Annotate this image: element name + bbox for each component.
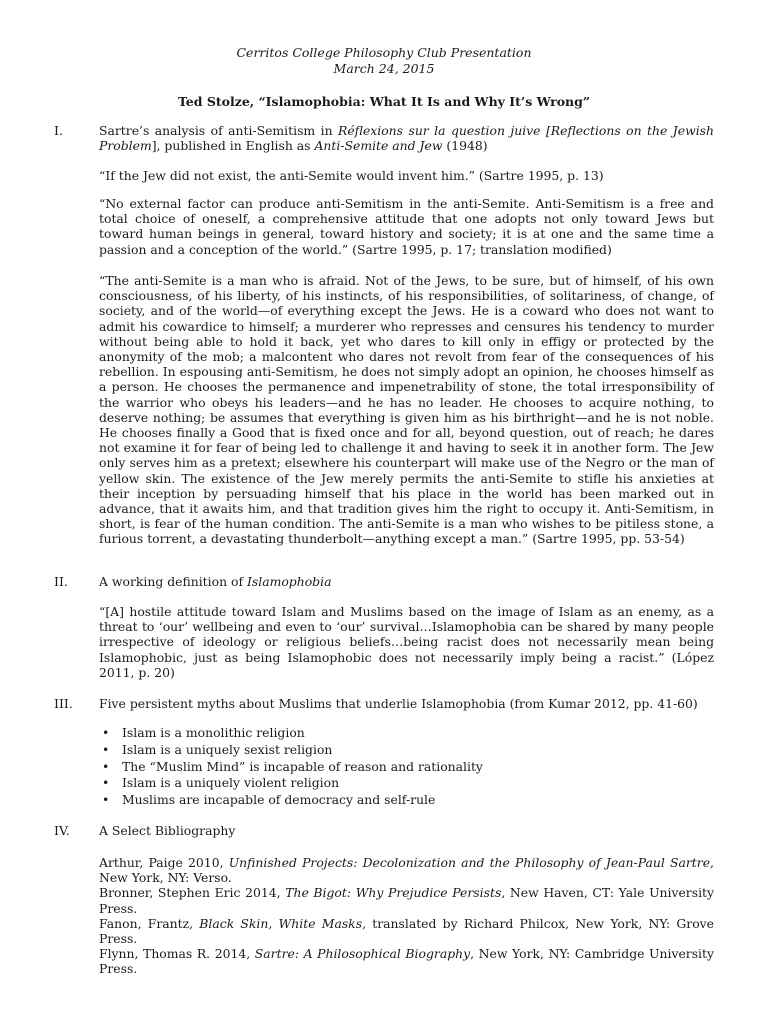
bibliography-entry [99,885,714,915]
list-item: • The “Muslim Mind” is incapable of reason and rationality [99,759,714,776]
entry-publisher: , New Haven, CT: Yale University Press. [99,885,715,916]
entry-publisher: , translated by Richard Philcox, New York, NY: Grove Press. [99,915,714,947]
section-2-heading-term: Islamophobia [246,574,332,589]
islamophobia-definition-quote: “[A] hostile attitude toward Islam and Muslims based on the image of Islam as an enemy, as a threat to ‘our’ wellbeing and even to ‘our’ survival…Islamophobia can be shared by many people irrespective of ideology or religious beliefs…being racist does not necessarily mean being Islamophobic, just as being Islamophobic does not necessarily imply being a racist.” (López 2011, p. 20) [99,604,714,680]
list-item: • Muslims are incapable of democracy and self-rule [99,792,714,809]
section-2-heading [99,574,714,589]
list-item: • Islam is a uniquely violent religion [99,775,714,792]
entry-title: Sartre: A Philosophical Biography [254,946,471,962]
entry-author: Flynn, Thomas R. 2014, [99,946,255,962]
entry-title: The Bigot: Why Prejudice Persists [285,885,502,901]
list-item: • Islam is a uniquely sexist religion [99,742,714,759]
section-2-heading-text: A working definition of [99,574,247,589]
entry-publisher: , New York, NY: Cambridge University Press. [99,946,715,977]
section-1-english-title: Anti-Semite and Jew [314,138,443,154]
entry-author: Arthur, Paige 2010, [99,855,229,870]
section-1-intro-text-3: (1948) [442,138,488,154]
entry-author: Bronner, Stephen Eric 2014, [99,885,286,901]
list-item: • Islam is a monolithic religion [99,725,714,742]
bibliography-entry [99,946,714,976]
section-3-heading: Five persistent myths about Muslims that underlie Islamophobia (from Kumar 2012, pp. 41-60) [99,696,698,711]
section-1-french-title: Réflexions sur la question juive [Reflections on the Jewish Problem [99,123,714,154]
entry-title: Unfinished Projects: Decolonization and the Philosophy of Jean-Paul Sartre [228,855,711,870]
header-date: March 24, 2015 [333,61,435,76]
section-4-heading: A Select Bibliography [99,823,236,838]
sartre-quote-3: “The anti-Semite is a man who is afraid. Not of the Jews, to be sure, but of himself, of his own consciousness, of his liberty, of his instincts, of his responsibilities, of solitariness, of change, of society, and of the world—of everything except the Jews. He is a coward who does not want to admit his cowardice to himself; a murderer who represses and censures his tendency to murder without being able to hold it back, yet who dares to kill only in effigy or protected by the anonymity of the mob; a malcontent who dares not revolt from fear of the consequences of his rebellion. In espousing anti-Semitism, he does not simply adopt an opinion, he chooses himself as a person. He chooses the permanence and impenetrability of stone, the total irresponsibility of the warrior who obeys his leaders—and he has no leader. He chooses to acquire nothing, to deserve nothing; be assumes that everything is given him as his birthright—and he is not noble. He chooses finally a Good that is fixed once and for all, beyond question, out of reach; he dares not examine it for fear of being led to challenge it and having to seek it in another form. The Jew only serves him as a pretext; elsewhere his counterpart will make use of the Negro or the man of yellow skin. The existence of the Jew merely permits the anti-Semite to stifle his anxieties at their inception by persuading himself that his place in the world has been marked out in advance, that it awaits him, and that tradition gives him the right to occupy it. Anti-Semitism, in short, is fear of the human condition. The anti-Semite is a man who wishes to be pitiless stone, a furious torrent, a devastating thunderbolt—anything except a man.” (Sartre 1995, pp. 53-54) [99,273,714,547]
entry-title: Black Skin, White Masks [199,915,363,931]
sartre-quote-2: “No external factor can produce anti-Semitism in the anti-Semite. Anti-Semitism is a free and total choice of oneself, a comprehensive attitude that one adopts not only toward Jews but toward human beings in general, toward history and society; it is at one and the same time a passion and a conception of the world.” (Sartre 1995, p. 17; translation modified) [99,196,714,257]
bibliography-entry [99,916,714,946]
document-title: Ted Stolze, “Islamophobia: What It Is and Why It’s Wrong” [177,94,591,109]
section-1-intro-text-2: ], published in English as [151,138,315,154]
section-1-number: I. [54,123,63,138]
section-2-number: II. [54,574,68,589]
section-1-intro-text: Sartre’s analysis of anti-Semitism in [99,123,339,138]
bibliography-entry [99,855,714,885]
document-header [0,45,768,77]
entry-publisher: , New York, NY: Verso. [99,855,714,886]
header-event: Cerritos College Philosophy Club Presentation [236,45,532,60]
section-1-intro [99,123,714,153]
section-3-number: III. [54,696,73,711]
section-4-number: IV. [54,823,70,838]
bibliography [99,855,714,977]
entry-author: Fanon, Frantz, [99,915,200,931]
myths-list [99,725,714,809]
sartre-quote-1: “If the Jew did not exist, the anti-Semite would invent him.” (Sartre 1995, p. 13) [99,168,604,183]
